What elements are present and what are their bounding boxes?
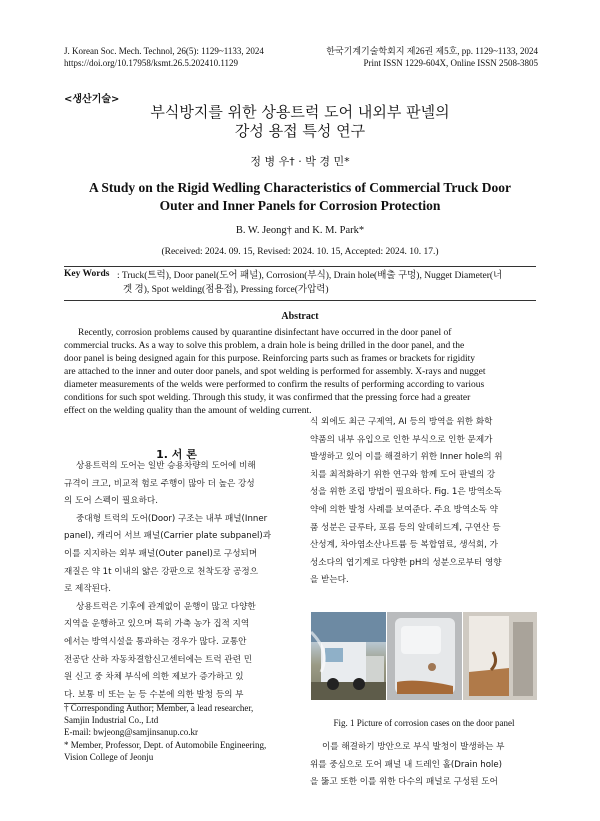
keywords-line: : Truck(트럭), Door panel(도어 패널), Corrosion(부식), Drain hole(배출 구멍), Nugget Diameter(너 bbox=[117, 271, 503, 281]
section-heading-introduction: 1. 서 론 bbox=[156, 448, 197, 461]
title-korean-line1: 부식방지를 위한 상용트럭 도어 내외부 판넬의 bbox=[150, 103, 450, 121]
text-line: 약품의 내부 유입으로 인한 부식으로 인한 문제가 bbox=[310, 434, 493, 445]
text-line: 치를 최적화하기 위한 연구와 함께 도어 판넬의 강 bbox=[310, 469, 496, 480]
title-english-line2: Outer and Inner Panels for Corrosion Protection bbox=[159, 198, 441, 213]
text-line: 성을 위한 조립 방법이 필요하다. Fig. 1은 방역소독 bbox=[310, 487, 502, 498]
figure-photo-corrosion-closeup bbox=[463, 612, 537, 700]
text-line: * Member, Professor, Dept. of Automobile Engineering, bbox=[64, 739, 267, 750]
figure-1 bbox=[311, 612, 537, 700]
text-line: 품 성분은 글루타, 포름 등의 알데히드계, 구연산 등 bbox=[310, 522, 501, 533]
abstract-body bbox=[64, 327, 536, 418]
text-line: 재질은 약 1t 이내의 얇은 강판으로 천착도장 공정으 bbox=[64, 566, 258, 577]
title-korean-line2: 강성 용접 특성 연구 bbox=[234, 122, 366, 140]
text-line: panel), 캐리어 서브 패널(Carrier plate subpanel)과 bbox=[64, 531, 272, 542]
figure-caption bbox=[310, 718, 538, 728]
section-tag: <생산기술> bbox=[64, 94, 120, 105]
text-line: 의 도어 스펙이 필요하다. bbox=[64, 496, 158, 507]
text-line: 위를 중심으로 도어 패널 내 드레인 홀(Drain hole) bbox=[310, 759, 502, 770]
text-line: commercial trucks. As a way to solve this problem, a drain hole is being drilled in the door panel, and the bbox=[64, 341, 465, 351]
authors-korean: 정 병 우† · 박 경 민* bbox=[250, 155, 350, 168]
text-line: E-mail: bwjeong@samjinsanup.co.kr bbox=[64, 727, 199, 738]
text-line: Recently, corrosion problems caused by quarantine disinfectant have occurred in the door panel of bbox=[78, 328, 452, 338]
keywords-line: 겟 경), Spot welding(점용접), Pressing force(가압력) bbox=[123, 285, 329, 295]
footnotes bbox=[64, 702, 294, 763]
text-line: 원 신고 중 차체 부식에 의한 제보가 증가하고 있 bbox=[64, 672, 244, 683]
figure-photo-truck bbox=[311, 612, 386, 700]
text-line: 규격이 크고, 비교적 험로 주행이 많아 더 높은 강성 bbox=[64, 478, 255, 489]
keywords-label: Key Words bbox=[64, 269, 110, 279]
text-line: 상용트럭은 기후에 관계없이 운행이 많고 다양한 bbox=[76, 601, 256, 612]
text-line: 상용트럭의 도어는 일반 승용차량의 도어에 비해 bbox=[76, 461, 256, 471]
text-line: 성소다의 엽기계로 다양한 pH의 성분으로부터 영향 bbox=[310, 557, 502, 568]
text-line: 이를 지지하는 외부 패널(Outer panel)로 구성되며 bbox=[64, 548, 258, 559]
received-dates: (Received: 2024. 09. 15, Revised: 2024. 10. 15, Accepted: 2024. 10. 17.) bbox=[161, 247, 439, 257]
text-line: diameter measurements of the welds were performed to confirm the results of performing according to various bbox=[64, 380, 485, 390]
abstract-heading: Abstract bbox=[281, 311, 319, 322]
body-text-right-column bbox=[310, 414, 538, 590]
text-line: 에서는 방역시설을 통과하는 경우가 많다. 교통안 bbox=[64, 636, 247, 647]
text-line: conditions for such spot welding. Through this study, it was confirmed that the pressing force had a greater bbox=[64, 393, 471, 403]
text-line: 이를 해결하기 방안으로 부식 발청이 발생하는 부 bbox=[322, 742, 505, 752]
body-text-left-column bbox=[64, 458, 289, 704]
text-line: 식 외에도 최근 구제역, AI 등의 방역을 위한 화학 bbox=[310, 417, 493, 427]
text-line: 다. 보통 비 또는 눈 등 수분에 의한 발청 등의 부 bbox=[64, 689, 244, 700]
body-text-right-column-continued bbox=[310, 739, 538, 792]
authors-english: B. W. Jeong† and K. M. Park* bbox=[235, 225, 365, 236]
journal-citation: J. Korean Soc. Mech. Technol, 26(5): 1129~1133, 2024 bbox=[64, 46, 264, 56]
text-line: 로 제작된다. bbox=[64, 584, 111, 595]
text-line: 지역을 운행하고 있으며 특히 가축 농가 집적 지역 bbox=[64, 619, 250, 630]
text-line: Vision College of Jeonju bbox=[64, 751, 154, 762]
journal-citation-ko: 한국기계기술학회지 제26권 제5호, pp. 1129~1133, 2024 bbox=[326, 46, 538, 56]
figure-caption-text: Fig. 1 Picture of corrosion cases on the door panel bbox=[333, 718, 515, 728]
text-line: 을 받는다. bbox=[310, 575, 349, 586]
keywords-list bbox=[117, 269, 542, 297]
text-line: effect on the welding quality than the amount of welding current. bbox=[64, 406, 312, 416]
text-line: door panel is being designed again for this purpose. Reinforcing parts such as frames or brackets for rigidity bbox=[64, 354, 476, 364]
title-english-line1: A Study on the Rigid Wedling Characteristics of Commercial Truck Door bbox=[89, 180, 511, 195]
text-line: 약에 의한 발청 사례를 보여준다. 주요 방역소독 약 bbox=[310, 504, 498, 515]
figure-photo-door-panel bbox=[387, 612, 462, 700]
text-line: 발생하고 있어 이를 해결하기 위한 Inner hole의 위 bbox=[310, 452, 503, 463]
text-line: 전공단 산하 자동차결함신고센터에는 트럭 관련 민 bbox=[64, 654, 252, 665]
text-line: 산성계, 차아염소산나트륨 등 복합염료, 생석회, 가 bbox=[310, 540, 498, 551]
text-line: Samjin Industrial Co., Ltd bbox=[64, 715, 159, 726]
text-line: 을 뚫고 또한 이를 위한 다수의 패널로 구성된 도어 bbox=[310, 777, 498, 788]
issn: Print ISSN 1229-604X, Online ISSN 2508-3805 bbox=[363, 58, 538, 68]
divider-top bbox=[64, 266, 536, 267]
divider-bottom bbox=[64, 300, 536, 301]
text-line: 중대형 트럭의 도어(Door) 구조는 내부 패널(Inner bbox=[76, 513, 268, 524]
text-line: are attached to the inner and outer door panels, and spot welding is performed for assembly. X-rays and nugget bbox=[64, 367, 486, 377]
doi-link[interactable]: https://doi.org/10.17958/ksmt.26.5.202410.1129 bbox=[64, 58, 239, 68]
text-line: † Corresponding Author; Member, a lead researcher, bbox=[64, 703, 254, 713]
